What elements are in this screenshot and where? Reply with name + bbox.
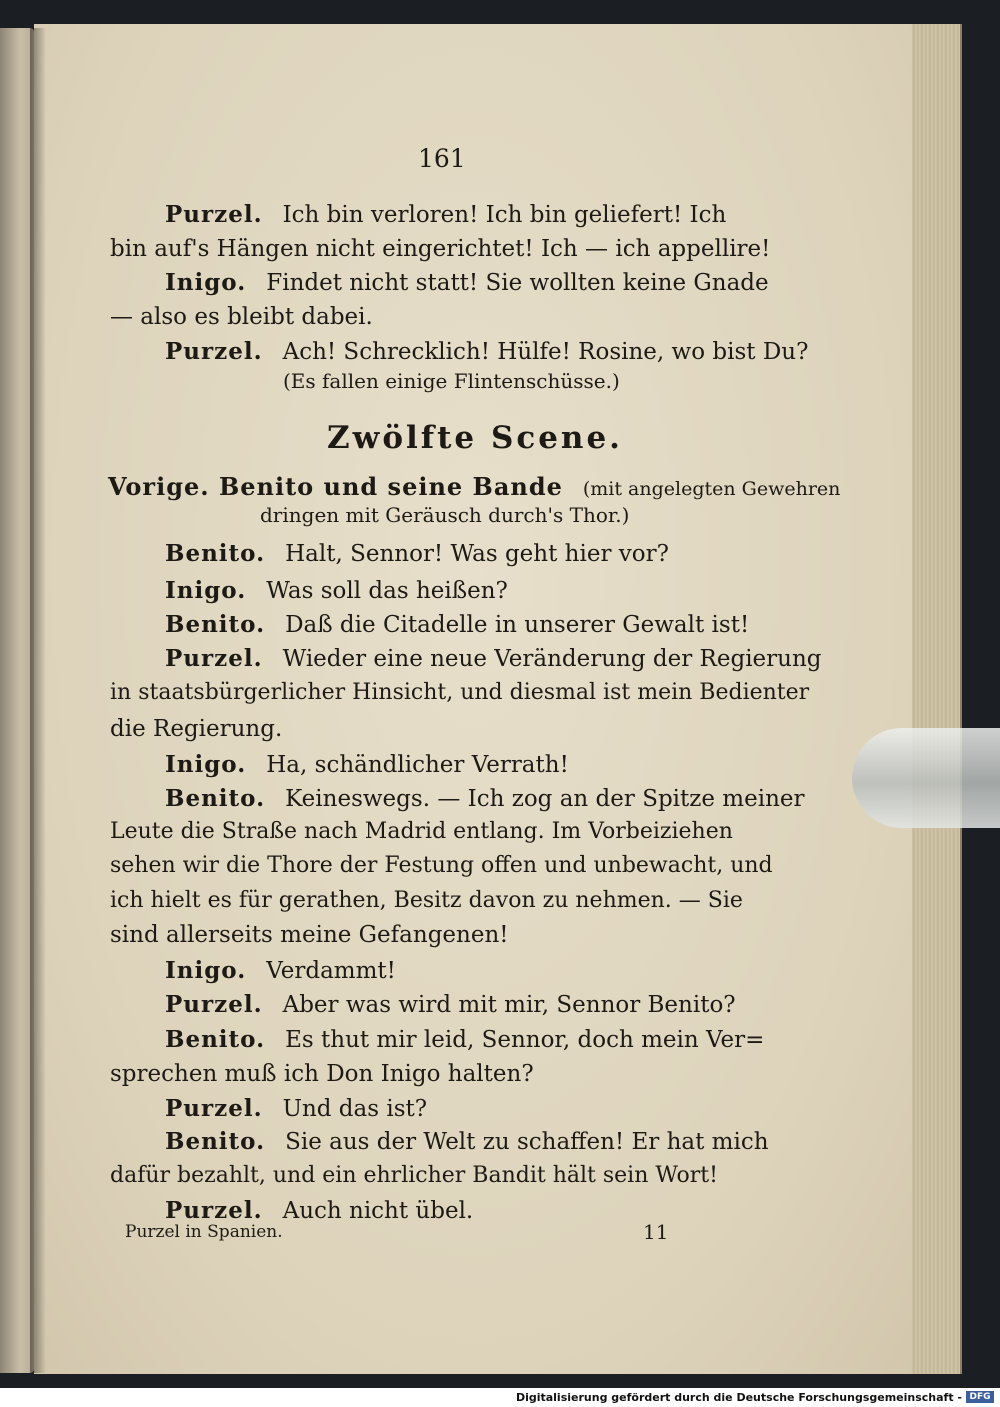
stage-direction-text: (Es fallen einige Flintenschüsse.): [283, 369, 620, 393]
left-page-edge: [0, 28, 34, 1373]
spoken-text: Daß die Citadelle in unserer Gewalt ist!: [285, 612, 750, 638]
speaker-name: Vorige. Benito und seine Bande: [108, 472, 563, 501]
text-line: [165, 645, 822, 672]
text-line: [165, 611, 749, 638]
text-line: [110, 852, 773, 878]
speaker-name: Purzel.: [165, 645, 263, 672]
speaker-name: Benito.: [165, 785, 266, 812]
speaker-name: Purzel.: [165, 338, 263, 365]
speaker-name: Benito.: [165, 540, 266, 567]
text-line: [165, 991, 736, 1018]
spoken-text: die Regierung.: [110, 716, 283, 742]
spine-shadow: [30, 28, 46, 1373]
stage-direction: [260, 503, 629, 527]
spoken-text: Aber was wird mit mir, Sennor Benito?: [282, 992, 736, 1018]
spoken-text: — also es bleibt dabei.: [110, 304, 373, 330]
spoken-text: Ach! Schrecklich! Hülfe! Rosine, wo bist Du?: [282, 339, 809, 365]
text-line: [110, 679, 809, 705]
text-line: [165, 957, 396, 984]
text-line: [110, 235, 770, 262]
speaker-name: Purzel.: [165, 1095, 263, 1122]
spoken-text: Auch nicht übel.: [282, 1198, 474, 1224]
spoken-text: Ich bin verloren! Ich bin geliefert! Ich: [282, 202, 727, 228]
text-line: [165, 751, 569, 778]
speaker-name: Inigo.: [165, 269, 247, 296]
text-line: [165, 1128, 769, 1155]
spoken-text: sind allerseits meine Gefangenen!: [110, 922, 509, 948]
spoken-text: sprechen muß ich Don Inigo halten?: [110, 1061, 534, 1087]
credit-bar: [0, 1388, 1000, 1407]
spoken-text: ich hielt es für gerathen, Besitz davon zu nehmen. — Sie: [110, 888, 743, 913]
text-line: [110, 303, 373, 330]
spoken-text: Was soll das heißen?: [266, 578, 508, 604]
signature-mark: 11: [643, 1220, 669, 1244]
text-line: [165, 1197, 473, 1224]
spoken-text: Leute die Straße nach Madrid entlang. Im Vorbeiziehen: [110, 819, 733, 844]
scene-heading: Zwölfte Scene.: [327, 420, 623, 456]
speaker-name: Benito.: [165, 1128, 266, 1155]
spoken-text: Und das ist?: [282, 1096, 428, 1122]
spoken-text: sehen wir die Thore der Festung offen und unbewacht, und: [110, 853, 773, 878]
text-line: [165, 269, 769, 296]
text-line: [110, 818, 733, 844]
text-line: [110, 887, 743, 913]
credit-text: Digitalisierung gefördert durch die Deutsche Forschungsgemeinschaft -: [515, 1391, 962, 1404]
speaker-name: Purzel.: [165, 201, 263, 228]
page-holder-clip: [852, 728, 1000, 828]
text-line: [110, 921, 509, 948]
speaker-name: Inigo.: [165, 751, 247, 778]
spoken-text: Wieder eine neue Veränderung der Regierung: [282, 646, 822, 672]
text-line: [165, 577, 508, 604]
text-line: [108, 472, 840, 501]
spoken-text: in staatsbürgerlicher Hinsicht, und diesmal ist mein Bedienter: [110, 680, 810, 705]
spoken-text: Ha, schändlicher Verrath!: [266, 752, 569, 778]
text-line: [165, 338, 808, 365]
speaker-name: Purzel.: [165, 991, 263, 1018]
spoken-text: Es thut mir leid, Sennor, doch mein Ver=: [285, 1027, 765, 1053]
speaker-name: Benito.: [165, 1026, 266, 1053]
spoken-text: Findet nicht statt! Sie wollten keine Gnade: [266, 270, 769, 296]
page-edge-stack: [912, 24, 962, 1374]
text-line: [110, 1060, 534, 1087]
spoken-text: dafür bezahlt, und ein ehrlicher Bandit hält sein Wort!: [110, 1163, 718, 1188]
text-line: [165, 201, 726, 228]
text-line: [165, 1026, 764, 1053]
dfg-logo: DFG: [966, 1391, 994, 1403]
stage-direction-text: dringen mit Geräusch durch's Thor.): [260, 503, 630, 527]
text-line: [165, 540, 669, 567]
spoken-text: bin auf's Hängen nicht eingerichtet! Ich — ich appellire!: [110, 236, 771, 262]
text-line: [165, 785, 805, 812]
spoken-text: Keineswegs. — Ich zog an der Spitze meiner: [285, 786, 805, 812]
speaker-name: Inigo.: [165, 577, 247, 604]
text-line: [165, 1095, 427, 1122]
text-line: [110, 715, 282, 742]
speaker-name: Benito.: [165, 611, 266, 638]
spoken-text: Sie aus der Welt zu schaffen! Er hat mich: [285, 1129, 769, 1155]
running-footer-title: Purzel in Spanien.: [125, 1222, 283, 1242]
speaker-name: Purzel.: [165, 1197, 263, 1224]
page-number: 161: [418, 144, 466, 173]
spoken-text: Verdammt!: [266, 958, 396, 984]
speaker-name: Inigo.: [165, 957, 247, 984]
spoken-text: Halt, Sennor! Was geht hier vor?: [285, 541, 669, 567]
stage-direction: [283, 369, 620, 393]
stage-direction-text: (mit angelegten Gewehren: [582, 478, 841, 500]
text-line: [110, 1162, 718, 1188]
